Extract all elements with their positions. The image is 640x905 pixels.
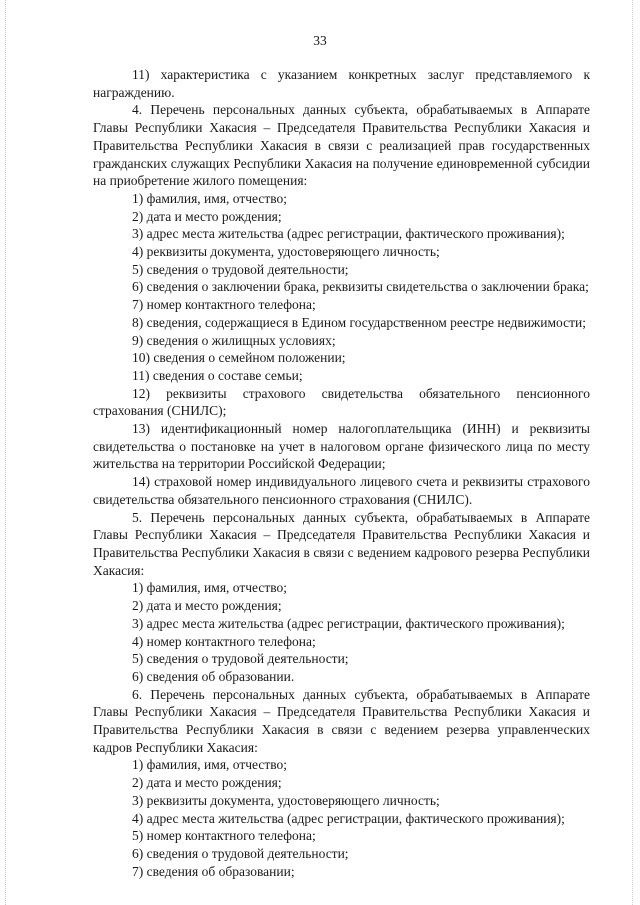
- list-item: 6) сведения о трудовой деятельности;: [132, 845, 349, 861]
- list-item: 5) сведения о трудовой деятельности;: [132, 651, 349, 667]
- list-item: 6) сведения о заключении брака, реквизиты свидетельства о заключении брака;: [132, 279, 589, 295]
- list-item: 5) номер контактного телефона;: [132, 828, 316, 844]
- page-number: 33: [313, 33, 327, 48]
- list-item: 13) идентификационный номер налогоплательщика (ИНН) и реквизиты свидетельства о постановке на учет в налоговом органе физического лица по месту жительства на территории Российской Федерации;: [93, 421, 590, 472]
- list-item: 7) номер контактного телефона;: [132, 297, 316, 313]
- scan-edge-right: [632, 0, 634, 905]
- list-item: 4) адрес места жительства (адрес регистрации, фактического проживания);: [132, 810, 565, 826]
- list-item: 6) сведения об образовании.: [132, 668, 295, 684]
- list-item: 1) фамилия, имя, отчество;: [132, 757, 288, 773]
- list-item: 8) сведения, содержащиеся в Едином государственном реестре недвижимости;: [132, 314, 586, 330]
- paragraph: 11) характеристика с указанием конкретных заслуг представляемого к награждению.: [93, 67, 590, 100]
- list-item: 2) дата и место рождения;: [132, 598, 282, 614]
- list-item: 7) сведения об образовании;: [132, 863, 295, 879]
- list-item: 4) реквизиты документа, удостоверяющего личность;: [132, 244, 440, 260]
- list-item: 4) номер контактного телефона;: [132, 633, 316, 649]
- list-item: 3) адрес места жительства (адрес регистрации, фактического проживания);: [132, 226, 565, 242]
- list-item: 14) страховой номер индивидуального лицевого счета и реквизиты страхового свидетельства обязательного пенсионного страхования (СНИЛС).: [93, 474, 590, 507]
- list-item: 1) фамилия, имя, отчество;: [132, 190, 288, 206]
- list-item: 10) сведения о семейном положении;: [132, 350, 346, 366]
- document-body: [93, 66, 590, 880]
- list-item: 3) адрес места жительства (адрес регистрации, фактического проживания);: [132, 615, 565, 631]
- list-item: 11) сведения о составе семьи;: [132, 367, 303, 383]
- section-4-heading: 4. Перечень персональных данных субъекта, обрабатываемых в Аппарате Главы Республики Хакасия – Председателя Правительства Республики Хакасия и Правительства Республики Хакасия в связи с реализацией прав государственных гражданских служащих Республики Хакасия на получение единовременной субсидии на приобретение жилого помещения:: [93, 102, 590, 189]
- list-item: 12) реквизиты страхового свидетельства обязательного пенсионного страхования (СНИЛС);: [93, 385, 590, 419]
- list-item: 5) сведения о трудовой деятельности;: [132, 261, 349, 277]
- list-item: 2) дата и место рождения;: [132, 775, 282, 791]
- list-item: 3) реквизиты документа, удостоверяющего личность;: [132, 792, 440, 808]
- scan-edge-left: [5, 0, 7, 905]
- list-item: 1) фамилия, имя, отчество;: [132, 580, 288, 596]
- section-6-heading: 6. Перечень персональных данных субъекта, обрабатываемых в Аппарате Главы Республики Хакасия – Председателя Правительства Республики Хакасия и Правительства Республики Хакасия в связи с ведением резерва управленческих кадров Республики Хакасия:: [93, 686, 590, 755]
- list-item: 9) сведения о жилищных условиях;: [132, 332, 336, 348]
- section-5-heading: 5. Перечень персональных данных субъекта, обрабатываемых в Аппарате Главы Республики Хакасия – Председателя Правительства Республики Хакасия и Правительства Республики Хакасия в связи с ведением кадрового резерва Республики Хакасия:: [93, 509, 590, 578]
- list-item: 2) дата и место рождения;: [132, 208, 282, 224]
